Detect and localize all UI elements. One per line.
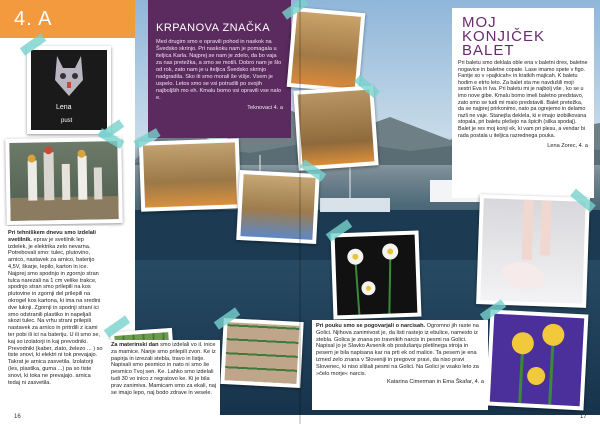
- article-title: KRPANOVA ZNAČKA: [156, 22, 271, 34]
- article-signature: Teknovaci 4. a: [247, 105, 283, 111]
- tehniski-body: eprav je svetilnik lep izdelek, je elektrika zelo nevarna. Potrebovali smo: tulec, plutovino, arnico, nastavek za arnico, baterijo 4,5V, škarje, lepilo, karton in ice. Najprej smo spodnjo in zgornjo stran tulca narezali na 1 cm velike trakce, spodnjo stran smo prilepili na kos plutovine in zgornji del prilepili na okrogel kos kartona, ki ima na sredini dve luknji. Zgornji in spodnji strani ici smo odstranili plastiko in napeljali skozi tulec. Na vrhu strani prilepili nastavek za arnico in pritrdili z icami ter pobi ili ici na bateriju. U ili smo se, kaj so izolatorji in kaj prevodniki. Prevodniki (kaber, zlato, železo ... ) so tiste snovi, ki elektri ni tok prevajajo. Takrat je arnica zasvetila. Izolatorji (les, plastika, guma ...) pa so tiste snovi, ki toka ne prevajajo. arnica tedaj ni zasvetila.: [8, 236, 103, 386]
- narcise-signature: Katarina Cimerman in Ema Škafar, 4. a: [387, 379, 484, 386]
- materinski-article: [108, 340, 220, 415]
- photo-daffodils: [486, 310, 589, 411]
- narcise-title: Pri pouku smo se pogovarjali o narcisah.: [316, 323, 426, 329]
- photo-lena-mask: [27, 46, 111, 134]
- gym-image: [298, 90, 375, 167]
- page-number-right: 17: [580, 414, 587, 420]
- lighthouses-illustration: [9, 141, 118, 221]
- ballet-title: [462, 16, 588, 58]
- photo-lighthouses: [5, 137, 122, 225]
- narcissus-drawing-image: [335, 235, 418, 316]
- article-body: Med drugim smo e opravili pohod in naskok na Švedsko skrinjo. Pri naskoku nam je pomagala u iteljica Karla. Najprej se nam je zdelo, da bo vaja za nas pretežka, a smo se motili. Dobro nam je šlo od rok, zato nam je u iteljica Švedsko skrinjo nadgradila. Sko iti smo morali še višje. Vsem je uspelo. Letos smo se vsi potrudili po svojih najboljših mo eh. Kmalu bomo vsi opravili vse nalo e.: [156, 39, 282, 101]
- ballet-image: [480, 198, 585, 303]
- narcise-article: [312, 320, 488, 410]
- gym-image: [143, 142, 237, 207]
- krpanova-article: [148, 0, 291, 138]
- gym-image: [240, 174, 315, 240]
- materinski-title: Za materinski dan: [111, 342, 159, 348]
- mask-image: [31, 50, 107, 130]
- photo-gym-4: [236, 170, 320, 244]
- ballet-title-line: KONJIČEK: [462, 28, 546, 45]
- ballet-title-line: MOJ: [462, 14, 497, 31]
- lighthouse-image: [9, 141, 118, 221]
- ballet-title-line: BALET: [462, 42, 515, 59]
- photo-caption-sub: pust: [61, 118, 73, 124]
- photo-cards-grid: [220, 318, 303, 388]
- tehniski-title: Pri tehniškem dnevu smo izdelali svetilnik.: [8, 230, 96, 243]
- narcise-body: Ogromno jih raste na Golici. Njihova zanimivost je, da listi rastejo iz ebulice, namesto iz stebla. Golica je znana po travnikih narcis in pesmi na Golici. Napisal jo je Slavko Avsenik ob poslušanju pletilnega stroja in pesem je bila napisana kar na prti ek od malice. Ta pesem je ena izmed zelo znana v Sloveniji in pregovor pravi, da niso pravi Slovenec, ki niso slišali pesmi na Golici. Na Golici je vsako leto za »čelo morje« narcis.: [316, 323, 479, 377]
- photo-gym-2: [293, 85, 378, 170]
- materinski-body: smo izdelali vo il. inice za mamice. Nanje smo prilepili zvon. Ke iz papirja in izrezali stebla, travo in listje. Napisali smo pesmico in nato ni smo še pesmico Tvoj sen. Ke. Lahko smo izdelali tudi 30 vo inico z regratovo ke. Ki je bila prav zanimiva. Mamicam smo za ekali, naj se imajo lepo, naj bodo zdrave in vesele.: [111, 342, 217, 396]
- daffodils-image: [490, 314, 584, 407]
- ballet-signature: Lena Zorec, 4. a: [547, 143, 588, 150]
- photo-caption-name: Lena: [56, 104, 72, 111]
- gym-image: [291, 11, 361, 88]
- daffodils-illustration: [490, 314, 584, 407]
- cards-grid-image: [225, 322, 300, 384]
- grade-tab: 4. A: [0, 0, 135, 38]
- photo-narcissus-drawing: [331, 230, 422, 319]
- cat-mask-icon: [31, 50, 107, 110]
- tehniski-article: [4, 226, 108, 406]
- photo-gym-3: [139, 138, 241, 211]
- ballet-article: [452, 8, 594, 198]
- photo-ballet-shoes: [476, 194, 590, 308]
- page-gutter: [299, 0, 301, 424]
- page-number-left: 16: [14, 414, 21, 420]
- narcissus-illustration: [335, 235, 418, 316]
- ballet-body: Pri baletu smo deklala oble ena v baletni dres, baletne nogavice in baletne copate. Lase imamo spete v figo. Fantje so v »pajkicah« in kratkih majicah. K baletu hodim e etrto leto. Za balet sta me navdušili moji sestri Eva in Iva. Pri baletu mi je najbolj vše , ko se u imo nove gibe. Kmalu bomo imeli baletno predstavo, zato smo se tudi mi malo predstavili. Balet pretežka, da se najprej prirkonimo, nato pa ogrejemo in delamo razli ne vaje. Stanejša deklela, ki e imajo izobilkovana stopala, pri baletu plešejo na špicih (silka spodaj). Balet je res moj konji ek, ki vam pri plesu, a vendar bi rada postala u iteljica razrednega pouka.: [458, 60, 588, 139]
- ballet-shoes-illustration: [480, 198, 585, 303]
